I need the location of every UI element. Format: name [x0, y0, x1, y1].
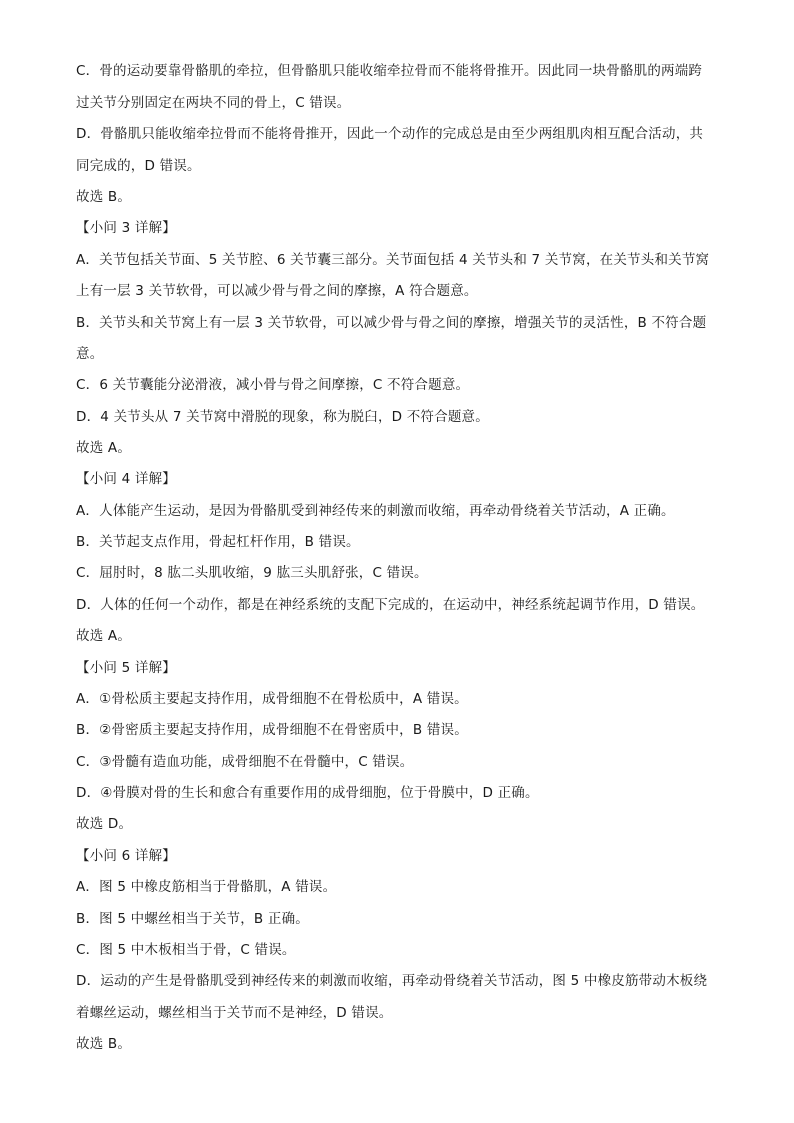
section-heading: 【小问 6 详解】 — [76, 848, 176, 864]
text-line: A．关节包括关节面、5 关节腔、6 关节囊三部分。关节面包括 4 关节头和 7 关节窝，在关节头和关节窝 — [76, 252, 710, 268]
section-heading: 【小问 3 详解】 — [76, 220, 176, 236]
text-line: 意。 — [76, 346, 104, 362]
text-line: B．关节起支点作用，骨起杠杆作用，B 错误。 — [76, 534, 360, 550]
text-line: D．运动的产生是骨骼肌受到神经传来的刺激而收缩，再牵动骨绕着关节活动，图 5 中橡皮筋带动木板绕 — [76, 973, 708, 989]
text-line: 故选 A。 — [76, 628, 132, 644]
text-line: A．人体能产生运动，是因为骨骼肌受到神经传来的刺激而收缩，再牵动骨绕着关节活动，A 正确。 — [76, 503, 675, 519]
text-line: 同完成的，D 错误。 — [76, 158, 201, 174]
text-line: B．关节头和关节窝上有一层 3 关节软骨，可以减少骨与骨之间的摩擦，增强关节的灵活性，B 不符合题 — [76, 315, 707, 331]
text-line: D．④骨膜对骨的生长和愈合有重要作用的成骨细胞，位于骨膜中，D 正确。 — [76, 785, 539, 801]
section-heading: 【小问 5 详解】 — [76, 660, 176, 676]
text-line: C．屈肘时，8 肱二头肌收缩，9 肱三头肌舒张，C 错误。 — [76, 565, 428, 581]
text-line: 上有一层 3 关节软骨，可以减少骨与骨之间的摩擦，A 符合题意。 — [76, 283, 478, 299]
text-line: B．图 5 中螺丝相当于关节，B 正确。 — [76, 911, 309, 927]
text-line: 故选 D。 — [76, 816, 133, 832]
text-line: B．②骨密质主要起支持作用，成骨细胞不在骨密质中，B 错误。 — [76, 722, 468, 738]
text-line: D．4 关节头从 7 关节窝中滑脱的现象，称为脱臼，D 不符合题意。 — [76, 409, 489, 425]
text-line: 着螺丝运动，螺丝相当于关节而不是神经，D 错误。 — [76, 1005, 393, 1021]
text-line: 故选 B。 — [76, 189, 132, 205]
text-line: C．骨的运动要靠骨骼肌的牵拉，但骨骼肌只能收缩牵拉骨而不能将骨推开。因此同一块骨骼肌的两端跨 — [76, 63, 703, 79]
text-line: A．①骨松质主要起支持作用，成骨细胞不在骨松质中，A 错误。 — [76, 691, 468, 707]
text-line: A．图 5 中橡皮筋相当于骨骼肌，A 错误。 — [76, 879, 337, 895]
text-line: C．图 5 中木板相当于骨，C 错误。 — [76, 942, 296, 958]
text-line: 过关节分别固定在两块不同的骨上，C 错误。 — [76, 95, 351, 111]
text-line: D．骨骼肌只能收缩牵拉骨而不能将骨推开，因此一个动作的完成总是由至少两组肌肉相互配合活动，共 — [76, 126, 704, 142]
text-line: 故选 B。 — [76, 1036, 132, 1052]
section-heading: 【小问 4 详解】 — [76, 471, 176, 487]
text-line: C．6 关节囊能分泌滑液，减小骨与骨之间摩擦，C 不符合题意。 — [76, 377, 470, 393]
text-line: C．③骨髓有造血功能，成骨细胞不在骨髓中，C 错误。 — [76, 754, 414, 770]
text-line: D．人体的任何一个动作，都是在神经系统的支配下完成的，在运动中，神经系统起调节作用，D 错误。 — [76, 597, 705, 613]
text-line: 故选 A。 — [76, 440, 132, 456]
